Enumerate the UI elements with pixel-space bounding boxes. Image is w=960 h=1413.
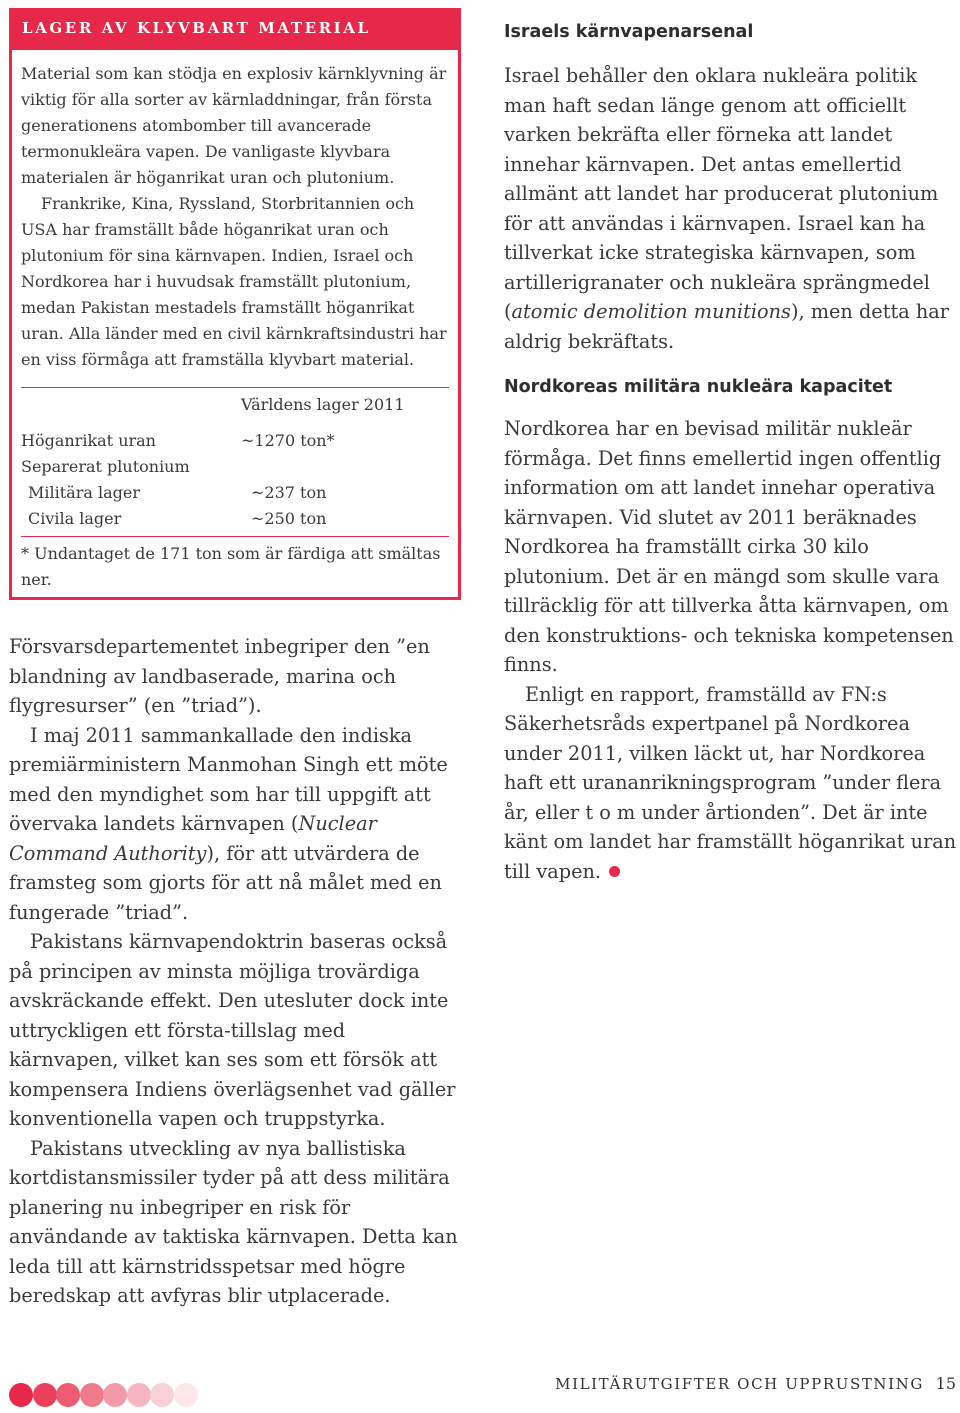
israel-paragraph-end: ), men detta har aldrig bekräftats. [504, 300, 949, 353]
table-footnote: * Undantaget de 171 ton som är färdiga att smältas ner. [21, 544, 441, 589]
row-value: ~237 ton [251, 483, 327, 502]
fissile-material-box [9, 8, 461, 600]
footer-dots [9, 1383, 197, 1407]
box-title: LAGER AV KLYVBART MATERIAL [12, 11, 458, 50]
north-korea-paragraph-2 [504, 680, 960, 887]
left-paragraph-2 [9, 721, 459, 928]
left-paragraph-4: Pakistans utveckling av nya ballistiska kortdistansmissiler tyder på att dess militära planering nu inbegriper en risk för användande av taktiska kärnvapen. Detta kan leda till att kärnstridsspetsar med högre beredskap att avfyras blir utplacerade. [9, 1136, 458, 1307]
table-row [21, 506, 449, 532]
table-row [21, 480, 449, 506]
row-label: Separerat plutonium [21, 457, 190, 476]
footer-section-title: MILITÄRUTGIFTER OCH UPPRUSTNING [555, 1375, 924, 1393]
left-paragraph-2-end: ), för att utvärdera de framsteg som gjorts för att nå målet med en fungerade ”triad”. [9, 841, 442, 924]
box-paragraph-1: Material som kan stödja en explosiv kärnklyvning är viktig för alla sorter av kärnladdningar, från första generationens atombomber till avancerade termonukleära vapen. De vanligaste klyvbara materialen är höganrikat uran och plutonium. [21, 64, 447, 187]
table-column-header: Världens lager 2011 [241, 395, 405, 414]
row-label: Höganrikat uran [21, 431, 156, 450]
footer-dot-icon [9, 1383, 33, 1407]
footer-dot-icon [150, 1383, 174, 1407]
page-number: 15 [935, 1374, 956, 1393]
israel-paragraph [504, 61, 960, 356]
table-row [21, 428, 449, 454]
row-value: ~250 ton [251, 509, 327, 528]
row-label: Militära lager [28, 483, 140, 502]
box-paragraph-2-wrap [21, 191, 449, 373]
nuclear-command-authority-term: Nuclear Command Authority [9, 812, 377, 865]
left-paragraph-1: Försvarsdepartementet inbegriper den ”en blandning av landbaserade, marina och flygresurser” (en ”triad”). [9, 635, 430, 717]
north-korea-heading: Nordkoreas militära nukleära kapacitet [504, 377, 893, 397]
footer-dot-icon [174, 1383, 198, 1407]
israel-paragraph-start: Israel behåller den oklara nukleära politik man haft sedan länge genom att officiellt varken bekräfta eller förneka att landet innehar kärnvapen. Det antas emellertid allmänt att landet har producerat plutonium för att användas i kärnvapen. Israel kan ha tillverkat icke strategiska kärnvapen, som artillerigranater och nukleära sprängmedel ( [504, 64, 939, 323]
footer-dot-icon [127, 1383, 151, 1407]
right-column [504, 18, 960, 886]
footer-dot-icon [80, 1383, 104, 1407]
footer-dot-icon [103, 1383, 127, 1407]
north-korea-paragraph-1: Nordkorea har en bevisad militär nukleär förmåga. Det finns emellertid ingen offentlig information om att landet innehar operativa kärnvapen. Vid slutet av 2011 beräknades Nordkorea ha framställt cirka 30 kilo plutonium. Det är en mängd som skulle vara tillräcklig för att tillverka åtta kärnvapen, om den konstruktions- och tekniska kompetensen finns. [504, 417, 954, 676]
left-column [9, 632, 459, 1311]
end-of-article-icon [609, 866, 620, 877]
stock-table [21, 387, 449, 593]
footer-dot-icon [33, 1383, 57, 1407]
atomic-demolition-term: atomic demolition munitions [511, 300, 791, 323]
row-value: ~1270 ton* [241, 431, 335, 450]
footer-dot-icon [56, 1383, 80, 1407]
table-row [21, 454, 449, 480]
left-paragraph-3: Pakistans kärnvapendoktrin baseras också på principen av minsta möjliga trovärdiga avskräckande effekt. Den utesluter dock inte uttryckligen ett första-tillslag med kärnvapen, vilket kan ses som ett försök att kompensera Indiens överlägsenhet vad gäller konventionella vapen och truppstyrka. [9, 930, 456, 1130]
row-label: Civila lager [28, 509, 122, 528]
left-paragraph-2-start: I maj 2011 sammankallade den indiska premiärministern Manmohan Singh ett möte med den myndighet som har till uppgift att övervaka landets kärnvapen ( [9, 723, 448, 835]
israel-heading: Israels kärnvapenarsenal [504, 22, 754, 42]
box-paragraph-2: Frankrike, Kina, Ryssland, Storbritannien och USA har framställt både höganrikat uran och plutonium för sina kärnvapen. Indien, Israel och Nordkorea har i huvudsak framställt plutonium, medan Pakistan mestadels framställt höganrikat uran. Alla länder med en civil kärnkraftsindustri har en viss förmåga att framställa klyvbart material. [21, 194, 447, 369]
north-korea-paragraph-2-text: Enligt en rapport, framställd av FN:s Säkerhetsråds expertpanel på Nordkorea under 2011, vilken läckt ut, har Nordkorea haft ett urananrikningsprogram ”under flera år, eller t o m under årtionden”. Det är inte känt om landet har framställt höganrikat uran till vapen. [504, 682, 957, 883]
